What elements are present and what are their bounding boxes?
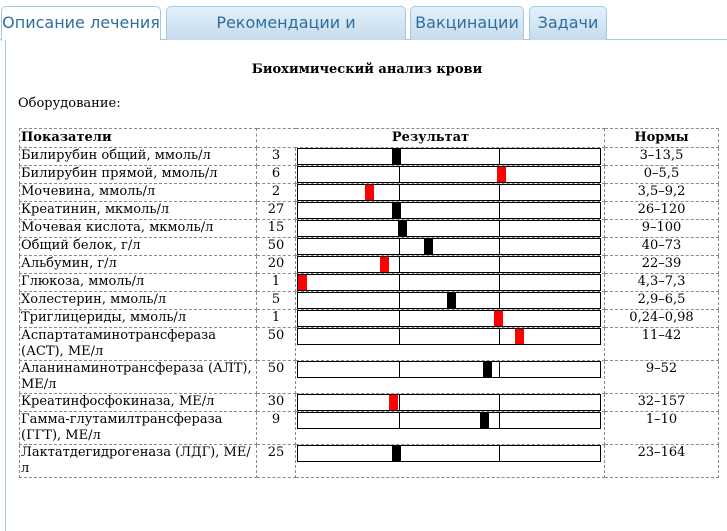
table-row	[20, 445, 719, 478]
result-bar-cell	[296, 274, 605, 292]
result-bar-cell	[296, 148, 605, 166]
result-scale-bar	[297, 310, 601, 327]
scale-boundary-tick	[399, 167, 400, 182]
result-scale-bar	[297, 220, 601, 237]
indicator-name: Креатинин, мкмоль/л	[20, 202, 257, 220]
result-value: 50	[257, 361, 296, 394]
result-bar-cell	[296, 220, 605, 238]
header-indicator: Показатели	[20, 129, 257, 148]
normal-value-marker	[398, 221, 407, 236]
scale-boundary-tick	[499, 362, 500, 377]
result-bar-cell	[296, 292, 605, 310]
result-value: 6	[257, 166, 296, 184]
scale-boundary-tick	[399, 185, 400, 200]
table-row	[20, 292, 719, 310]
result-bar-cell	[296, 310, 605, 328]
scale-boundary-tick	[399, 239, 400, 254]
scale-boundary-tick	[499, 149, 500, 164]
scale-boundary-tick	[499, 446, 500, 461]
norm-range: 11–42	[605, 328, 719, 361]
result-value: 1	[257, 310, 296, 328]
normal-value-marker	[447, 293, 456, 308]
result-bar-cell	[296, 445, 605, 478]
norm-range: 9–100	[605, 220, 719, 238]
indicator-name: Мочевина, ммоль/л	[20, 184, 257, 202]
table-row	[20, 412, 719, 445]
indicator-name: Альбумин, г/л	[20, 256, 257, 274]
result-scale-bar	[297, 394, 601, 411]
tab-tasks[interactable]: Задачи	[529, 6, 607, 40]
result-value: 25	[257, 445, 296, 478]
indicator-name: Аспартатаминотрансфераза (АСТ), МЕ/л	[20, 328, 257, 361]
result-bar-cell	[296, 412, 605, 445]
result-value: 5	[257, 292, 296, 310]
table-row	[20, 256, 719, 274]
norm-range: 22–39	[605, 256, 719, 274]
abnormal-value-marker	[389, 395, 398, 410]
indicator-name: Креатинфосфокиназа, МЕ/л	[20, 394, 257, 412]
results-body	[20, 148, 719, 478]
result-value: 27	[257, 202, 296, 220]
result-scale-bar	[297, 148, 601, 165]
norm-range: 2,9–6,5	[605, 292, 719, 310]
scale-boundary-tick	[499, 329, 500, 344]
result-bar-cell	[296, 184, 605, 202]
table-row	[20, 394, 719, 412]
table-row	[20, 220, 719, 238]
indicator-name: Лактатдегидрогеназа (ЛДГ), МЕ/л	[20, 445, 257, 478]
result-scale-bar	[297, 202, 601, 219]
norm-range: 4,3–7,3	[605, 274, 719, 292]
norm-range: 40–73	[605, 238, 719, 256]
indicator-name: Билирубин прямой, ммоль/л	[20, 166, 257, 184]
indicator-name: Глюкоза, ммоль/л	[20, 274, 257, 292]
result-value: 15	[257, 220, 296, 238]
table-row	[20, 202, 719, 220]
result-scale-bar	[297, 292, 601, 309]
result-scale-bar	[297, 274, 601, 291]
scale-boundary-tick	[399, 275, 400, 290]
equipment-label: Оборудование:	[18, 96, 121, 111]
normal-value-marker	[392, 149, 401, 164]
result-bar-cell	[296, 202, 605, 220]
indicator-name: Триглицериды, ммоль/л	[20, 310, 257, 328]
norm-range: 9–52	[605, 361, 719, 394]
scale-boundary-tick	[499, 275, 500, 290]
result-scale-bar	[297, 328, 601, 345]
indicator-name: Гамма-глутамилтрансфераза (ГГТ), МЕ/л	[20, 412, 257, 445]
scale-boundary-tick	[499, 413, 500, 428]
result-scale-bar	[297, 256, 601, 273]
result-scale-bar	[297, 412, 601, 429]
normal-value-marker	[483, 362, 492, 377]
tab-treatment-description[interactable]: Описание лечения	[1, 6, 161, 41]
result-scale-bar	[297, 445, 601, 462]
result-value: 50	[257, 238, 296, 256]
table-header-row	[20, 129, 719, 148]
scale-boundary-tick	[499, 257, 500, 272]
table-row	[20, 274, 719, 292]
indicator-name: Билирубин общий, ммоль/л	[20, 148, 257, 166]
result-value: 20	[257, 256, 296, 274]
scale-boundary-tick	[499, 203, 500, 218]
table-row	[20, 184, 719, 202]
tab-recommendations[interactable]: Рекомендации и	[166, 6, 406, 40]
result-bar-cell	[296, 256, 605, 274]
norm-range: 3–13,5	[605, 148, 719, 166]
scale-boundary-tick	[399, 362, 400, 377]
scale-boundary-tick	[399, 311, 400, 326]
tab-vaccinations[interactable]: Вакцинации	[410, 6, 524, 40]
norm-range: 23–164	[605, 445, 719, 478]
norm-range: 3,5–9,2	[605, 184, 719, 202]
result-scale-bar	[297, 361, 601, 378]
result-bar-cell	[296, 361, 605, 394]
result-scale-bar	[297, 184, 601, 201]
normal-value-marker	[392, 446, 401, 461]
scale-boundary-tick	[399, 257, 400, 272]
header-norms: Нормы	[605, 129, 719, 148]
normal-value-marker	[424, 239, 433, 254]
norm-range: 0–5,5	[605, 166, 719, 184]
result-bar-cell	[296, 394, 605, 412]
result-value: 2	[257, 184, 296, 202]
result-value: 30	[257, 394, 296, 412]
norm-range: 0,24–0,98	[605, 310, 719, 328]
table-row	[20, 361, 719, 394]
scale-boundary-tick	[499, 293, 500, 308]
table-row	[20, 310, 719, 328]
norm-range: 1–10	[605, 412, 719, 445]
result-bar-cell	[296, 238, 605, 256]
result-scale-bar	[297, 166, 601, 183]
scale-boundary-tick	[499, 239, 500, 254]
results-table	[19, 128, 719, 478]
abnormal-value-marker	[380, 257, 389, 272]
scale-boundary-tick	[399, 395, 400, 410]
scale-boundary-tick	[499, 395, 500, 410]
abnormal-value-marker	[497, 167, 506, 182]
result-value: 3	[257, 148, 296, 166]
table-row	[20, 328, 719, 361]
abnormal-value-marker	[515, 329, 524, 344]
table-row	[20, 238, 719, 256]
indicator-name: Мочевая кислота, мкмоль/л	[20, 220, 257, 238]
norm-range: 26–120	[605, 202, 719, 220]
tab-bar	[0, 0, 727, 40]
abnormal-value-marker	[494, 311, 503, 326]
tab-panel	[5, 40, 727, 531]
scale-boundary-tick	[399, 413, 400, 428]
result-value: 1	[257, 274, 296, 292]
scale-boundary-tick	[399, 329, 400, 344]
indicator-name: Холестерин, ммоль/л	[20, 292, 257, 310]
abnormal-value-marker	[365, 185, 374, 200]
result-value: 9	[257, 412, 296, 445]
indicator-name: Аланинаминотрансфераза (АЛТ), МЕ/л	[20, 361, 257, 394]
result-value: 50	[257, 328, 296, 361]
scale-boundary-tick	[499, 185, 500, 200]
table-row	[20, 166, 719, 184]
result-scale-bar	[297, 238, 601, 255]
report-title: Биохимический анализ крови	[251, 62, 483, 77]
scale-boundary-tick	[499, 221, 500, 236]
norm-range: 32–157	[605, 394, 719, 412]
table-row	[20, 148, 719, 166]
normal-value-marker	[392, 203, 401, 218]
scale-boundary-tick	[399, 293, 400, 308]
header-result: Результат	[257, 129, 605, 148]
normal-value-marker	[480, 413, 489, 428]
result-bar-cell	[296, 328, 605, 361]
abnormal-value-marker	[298, 275, 307, 290]
result-bar-cell	[296, 166, 605, 184]
indicator-name: Общий белок, г/л	[20, 238, 257, 256]
